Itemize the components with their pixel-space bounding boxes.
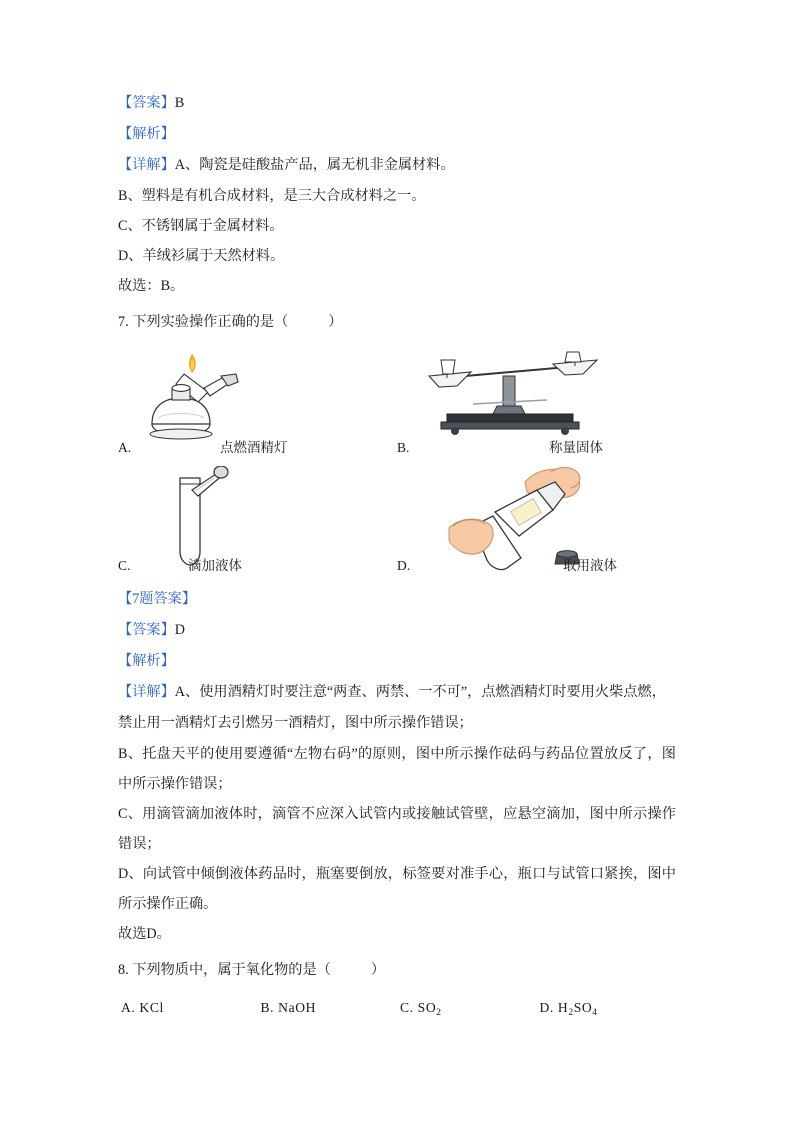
question-8-close: ） bbox=[370, 962, 386, 978]
option-row-2 bbox=[118, 466, 676, 584]
answer-7-header: 【7题答案】 bbox=[118, 591, 197, 607]
option-b-caption: 称量固体 bbox=[549, 440, 603, 455]
answer-7-analysis-label: 【解析】 bbox=[118, 653, 175, 669]
choice-c-subscript: 2 bbox=[436, 1008, 442, 1018]
answer-7-detail-line bbox=[118, 677, 676, 739]
question-8-stem bbox=[118, 955, 676, 986]
answer-7-answer-value: D bbox=[174, 622, 186, 638]
option-a-caption: 点燃酒精灯 bbox=[220, 440, 288, 455]
question-7-close: ） bbox=[328, 314, 343, 330]
answer-block-7 bbox=[118, 584, 676, 949]
answer-7-line-c: C、用滴管滴加液体时，滴管不应深入试管内或接触试管壁，应悬空滴加，图中所示操作错误； bbox=[118, 806, 676, 852]
choice-b-label: B. bbox=[260, 1000, 275, 1015]
question-8-choices bbox=[118, 1000, 676, 1016]
answer-tag-value: B bbox=[174, 95, 185, 111]
choice-a[interactable] bbox=[118, 1000, 258, 1016]
option-b[interactable] bbox=[397, 348, 676, 466]
choice-c-label: C. bbox=[400, 1000, 414, 1015]
answer-tag-label: 【答案】 bbox=[118, 95, 175, 111]
option-b-label: B. bbox=[397, 440, 410, 455]
choice-a-label: A. bbox=[121, 1000, 136, 1015]
analysis-tag-line bbox=[118, 119, 676, 150]
option-a-label: A. bbox=[118, 440, 132, 455]
explanation-line-c: C、不锈钢属于金属材料。 bbox=[118, 218, 284, 234]
choice-a-formula: KCl bbox=[139, 1000, 164, 1015]
question-7-stem bbox=[118, 307, 676, 338]
explanation-line-d: D、羊绒衫属于天然材料。 bbox=[118, 248, 285, 264]
detail-tag-value: A、陶瓷是硅酸盐产品，属无机非金属材料。 bbox=[174, 157, 455, 173]
option-d-label: D. bbox=[397, 558, 411, 573]
detail-tag-label: 【详解】 bbox=[118, 157, 175, 173]
explanation-conclusion: 故选：B。 bbox=[118, 278, 185, 294]
answer-7-line-d: D、向试管中倾倒液体药品时，瓶塞要倒放，标签要对准手心，瓶口与试管口紧挨，图中所示操作正确。 bbox=[118, 866, 676, 912]
pour-liquid-icon bbox=[433, 466, 653, 578]
choice-c-formula: SO bbox=[417, 1000, 437, 1015]
choice-c[interactable] bbox=[397, 1000, 537, 1016]
choice-b[interactable] bbox=[258, 1000, 398, 1016]
choice-d-formula-so: SO bbox=[573, 1000, 593, 1015]
option-a[interactable] bbox=[118, 348, 397, 466]
alcohol-lamp-icon bbox=[118, 348, 338, 448]
choice-d[interactable] bbox=[537, 1000, 677, 1016]
question-8-text: 下列物质中，属于氧化物的是（ bbox=[132, 962, 331, 978]
answer-7-detail-text: A、使用酒精灯时要注意“两查、两禁、一不可”，点燃酒精灯时要用火柴点燃，禁止用一酒精灯去引燃另一酒精灯，图中所示操作错误； bbox=[118, 684, 666, 731]
option-d-caption: 取用液体 bbox=[563, 558, 617, 573]
choice-d-subscript-1: 2 bbox=[568, 1008, 574, 1018]
balance-scale-icon bbox=[411, 348, 631, 448]
option-d[interactable] bbox=[397, 466, 676, 584]
explanation-block-6 bbox=[118, 88, 676, 301]
answer-7-conclusion: 故选D。 bbox=[118, 926, 171, 942]
option-c[interactable] bbox=[118, 466, 397, 584]
analysis-tag-label: 【解析】 bbox=[118, 126, 175, 142]
question-8-number: 8. bbox=[118, 962, 129, 978]
choice-d-subscript-2: 4 bbox=[592, 1008, 598, 1018]
choice-b-formula: NaOH bbox=[278, 1000, 317, 1015]
question-7-text: 下列实验操作正确的是（ bbox=[132, 314, 289, 330]
answer-7-line-b: B、托盘天平的使用要遵循“左物右码”的原则，图中所示操作砝码与药品位置放反了，图中所示操作错误； bbox=[118, 746, 676, 792]
question-7-number: 7. bbox=[118, 314, 129, 330]
explanation-line-b: B、塑料是有机合成材料，是三大合成材料之一。 bbox=[118, 188, 426, 204]
option-c-label: C. bbox=[118, 558, 131, 573]
option-c-caption: 滴加液体 bbox=[188, 558, 242, 573]
answer-tag-line bbox=[118, 88, 676, 119]
answer-7-answer-line bbox=[118, 615, 676, 646]
detail-tag-line bbox=[118, 150, 676, 181]
question-7-options bbox=[118, 348, 676, 584]
option-row-1 bbox=[118, 348, 676, 466]
choice-d-formula-h: H bbox=[557, 1000, 569, 1015]
answer-7-detail-label: 【详解】 bbox=[118, 684, 175, 700]
answer-7-answer-label: 【答案】 bbox=[118, 622, 175, 638]
choice-d-label: D. bbox=[539, 1000, 554, 1015]
